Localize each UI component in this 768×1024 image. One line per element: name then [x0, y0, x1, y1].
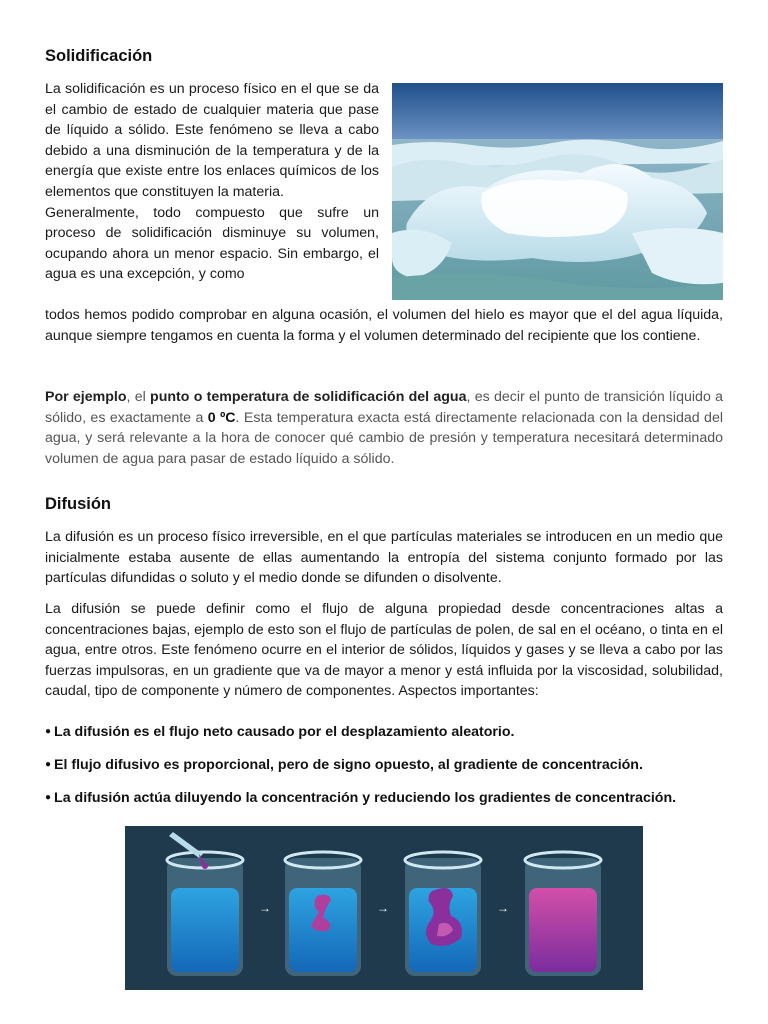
- arrow-3: →: [497, 901, 509, 915]
- list-item: ● El flujo difusivo es proporcional, pero de signo opuesto, al gradiente de concentración.: [45, 757, 643, 773]
- section-title-solidificacion: Solidificación: [45, 47, 153, 65]
- bullet-dot-icon: ●: [45, 726, 52, 737]
- glass-3-icon: [405, 852, 481, 976]
- bullet-dot-icon: ●: [45, 759, 52, 770]
- difusion-paragraph-1-block: [45, 527, 723, 589]
- difusion-bullet-list: [45, 722, 723, 821]
- example-rest: . Esta temperatura exacta está directamente relacionada con la densidad del agua, y será relevante a la hora de conocer qué cambio de presión y temperatura necesitará determinado volumen de agua para pasar de estado líquido a sólido.: [45, 409, 723, 467]
- example-paragraph: [45, 387, 723, 469]
- example-value: 0 ºC: [207, 409, 236, 426]
- arrow-2: →: [377, 901, 389, 915]
- solidificacion-paragraph-2-continued: todos hemos podido comprobar en alguna ocasión, el volumen del hielo es mayor que el del agua líquida, aunque siempre tengamos en cuenta la forma y el volumen determinado del recipiente que los contiene.: [45, 307, 723, 344]
- glass-2-icon: [285, 852, 361, 976]
- section-title-difusion: Difusión: [45, 495, 111, 513]
- sea-ice-photo: [392, 83, 723, 300]
- difusion-paragraph-1: La difusión es un proceso físico irreversible, en el que partículas materiales se introducen en un medio que inicialmente estaba ausente de ellas aumentando la entropía del sistema conjunto formado por las partículas difundidas o soluto y el medio donde se difunden o disolvente.: [45, 529, 723, 587]
- solidificacion-example: [45, 387, 723, 469]
- example-term: punto o temperatura de solidificación del agua: [150, 389, 467, 405]
- diffusion-illustration: [125, 826, 643, 990]
- example-mid: , es decir el punto de transición líquido a sólido, es exactamente a: [45, 389, 723, 426]
- list-item: ● La difusión actúa diluyendo la concentración y reduciendo los gradientes de concentración.: [45, 790, 677, 806]
- solidificacion-continued: [45, 305, 723, 346]
- difusion-paragraph-2: La difusión se puede definir como el flujo de alguna propiedad desde concentraciones altas a concentraciones bajas, ejemplo de esto son el flujo de partículas de polen, de sal en el océano, o tinta en el agua, entre otros. Este fenómeno ocurre en el interior de sólidos, líquidos y gases y se lleva a cabo por las fuerzas impulsoras, en un gradiente que va de mayor a menor y está influida por la viscosidad, solubilidad, caudal, tipo de componente y número de componentes. Aspectos importantes:: [45, 601, 723, 700]
- solidificacion-wrapped-text: [45, 79, 379, 285]
- solidificacion-intro: La solidificación es un proceso físico en el que se da el cambio de estado de cualquier materia que pase de líquido a sólido. Este fenómeno se lleva a cabo debido a una disminución de la temperatura y de la energía que existe entre los enlaces químicos de los elementos que constituyen la materia.: [45, 81, 379, 200]
- bullet-dot-icon: ●: [45, 792, 52, 803]
- arrow-1: →: [259, 901, 271, 915]
- list-item: ● La difusión es el flujo neto causado por el desplazamiento aleatorio.: [45, 724, 515, 740]
- difusion-paragraph-2-block: [45, 599, 723, 702]
- solidificacion-paragraph-2: Generalmente, todo compuesto que sufre un proceso de solidificación disminuye su volumen, ocupando ahora un menor espacio. Sin embargo, el agua es una excepción, y como: [45, 204, 379, 283]
- example-sep: , el: [126, 389, 151, 405]
- glass-4-icon: [525, 852, 601, 976]
- example-lead: Por ejemplo: [45, 389, 127, 405]
